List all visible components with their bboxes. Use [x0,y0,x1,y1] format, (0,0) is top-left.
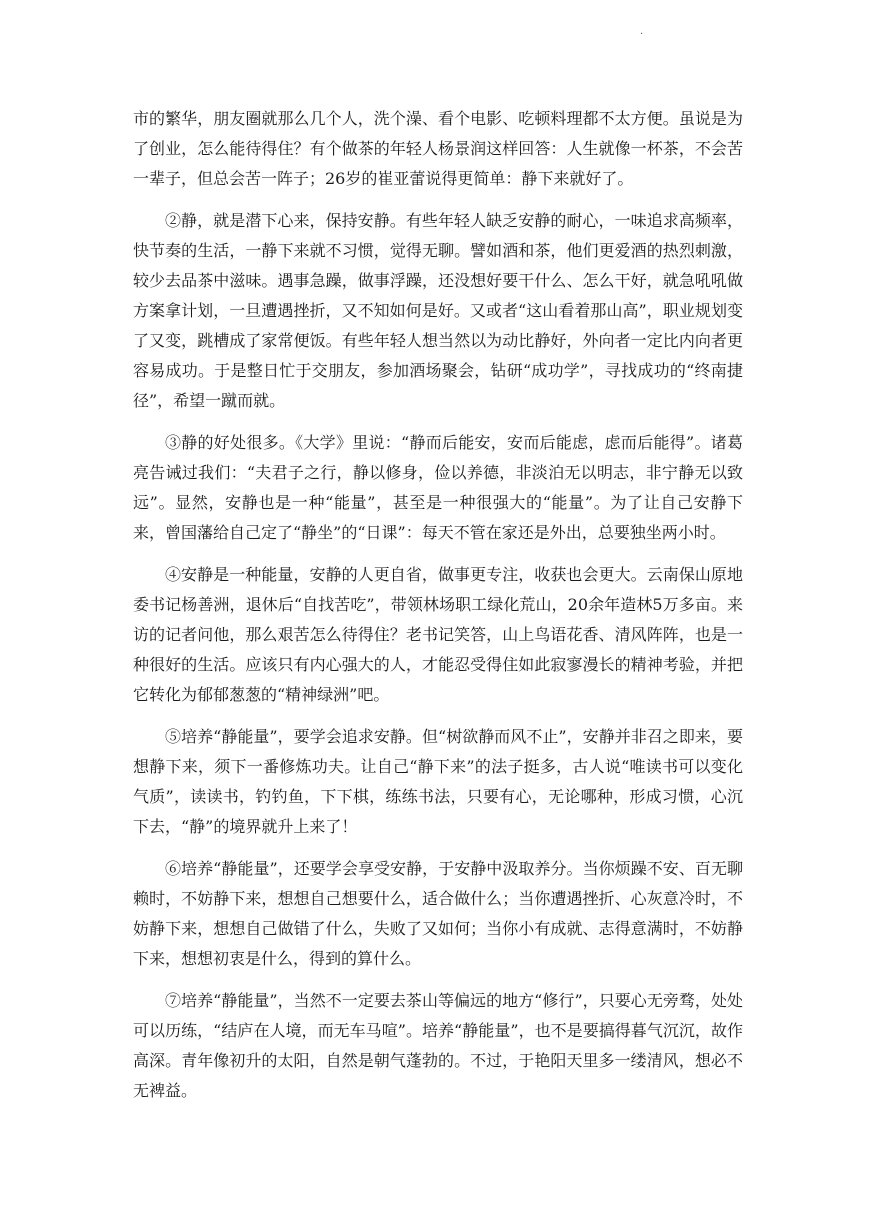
paragraph-2: ②静，就是潜下心来，保持安静。有些年轻人缺乏安静的耐心，一味追求高频率，快节奏的生活，一静下来就不习惯，觉得无聊。譬如酒和茶，他们更爱酒的热烈刺激，较少去品茶中滋味。遇事急躁，做事浮躁，还没想好要干什么、怎么干好，就急吼吼做方案拿计划，一旦遭遇挫折，又不知如何是好。又或者“这山看着那山高”，职业规划变了又变，跳槽成了家常便饭。有些年轻人想当然以为动比静好，外向者一定比内向者更容易成功。于是整日忙于交朋友，参加酒场聚会，钻研“成功学”，寻找成功的“终南捷径”，希望一蹴而就。 [133,211,743,410]
paragraph-continuation: 市的繁华，朋友圈就那么几个人，洗个澡、看个电影、吃顿料理都不太方便。虽说是为了创业，怎么能待得住？有个做茶的年轻人杨景润这样回答：人生就像一杯茶，不会苦一辈子，但总会苦一阵子；26岁的崔亚蕾说得更简单：静下来就好了。 [133,109,743,188]
corner-mark: . [640,26,644,37]
paragraph-4: ④安静是一种能量，安静的人更自省，做事更专注，收获也会更大。云南保山原地委书记杨善洲，退休后“自找苦吃”，带领林场职工绿化荒山，20余年造林5万多亩。来访的记者问他，那么艰苦怎么待得住？老书记笑答，山上鸟语花香、清风阵阵，也是一种很好的生活。应该只有内心强大的人，才能忍受得住如此寂寥漫长的精神考验，并把它转化为郁郁葱葱的“精神绿洲”吧。 [133,565,743,704]
paragraph-6: ⑥培养“静能量”，还要学会享受安静，于安静中汲取养分。当你烦躁不安、百无聊赖时，不妨静下来，想想自己想要什么，适合做什么；当你遭遇挫折、心灰意冷时，不妨静下来，想想自己做错了什么，失败了又如何；当你小有成就、志得意满时，不妨静下来，想想初衷是什么，得到的算什么。 [133,859,743,968]
paragraph-5: ⑤培养“静能量”，要学会追求安静。但“树欲静而风不止”，安静并非召之即来，要想静下来，须下一番修炼功夫。让自己“静下来”的法子挺多，古人说“唯读书可以变化气质”，读读书，钓钓鱼，下下棋，练练书法，只要有心，无论哪种，形成习惯，心沉下去，“静”的境界就升上来了！ [133,727,743,836]
paragraph-7: ⑦培养“静能量”，当然不一定要去茶山等偏远的地方“修行”，只要心无旁骛，处处可以历练，“结庐在人境，而无车马喧”。培养“静能量”，也不是要搞得暮气沉沉，故作高深。青年像初升的太阳，自然是朝气蓬勃的。不过，于艳阳天里多一缕清风，想必不无裨益。 [133,991,743,1100]
article-body [133,104,743,1118]
paragraph-3: ③静的好处很多。《大学》里说：“静而后能安，安而后能虑，虑而后能得”。诸葛亮告诫过我们：“夫君子之行，静以修身，俭以养德，非淡泊无以明志，非宁静无以致远”。显然，安静也是一种“能量”，甚至是一种很强大的“能量”。为了让自己安静下来，曾国藩给自己定了“静坐”的“日课”：每天不管在家还是外出，总要独坐两小时。 [133,433,743,542]
